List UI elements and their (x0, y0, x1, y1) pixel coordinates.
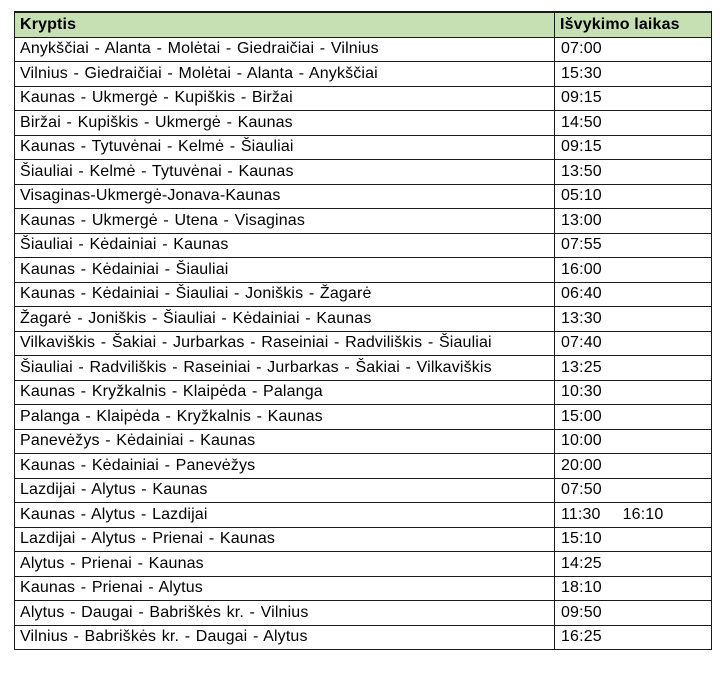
departure-time-cell (555, 380, 712, 405)
route-cell: Lazdijai - Alytus - Prienai - Kaunas (15, 527, 555, 552)
route-cell: Kaunas - Ukmergė - Kupiškis - Biržai (15, 86, 555, 111)
table-row (15, 454, 712, 479)
departure-time-cell (555, 258, 712, 283)
departure-time: 13:25 (561, 358, 602, 376)
departure-time: 10:30 (561, 383, 602, 401)
departure-time-column-header: Išvykimo laikas (555, 12, 712, 37)
schedule-rows (15, 37, 712, 650)
route-cell: Alytus - Prienai - Kaunas (15, 552, 555, 577)
route-cell: Kaunas - Tytuvėnai - Kelmė - Šiauliai (15, 135, 555, 160)
route-cell: Šiauliai - Kėdainiai - Kaunas (15, 233, 555, 258)
table-row (15, 37, 712, 62)
route-cell: Kaunas - Prienai - Alytus (15, 576, 555, 601)
departure-time: 07:50 (561, 481, 602, 499)
departure-time-cell (555, 282, 712, 307)
departure-time: 09:15 (561, 138, 602, 156)
route-cell: Visaginas-Ukmergė-Jonava-Kaunas (15, 184, 555, 209)
departure-time-cell (555, 429, 712, 454)
departure-time: 13:30 (561, 309, 602, 327)
table-row (15, 552, 712, 577)
departure-time: 07:55 (561, 236, 602, 254)
departure-time-cell (555, 86, 712, 111)
schedule-sheet (14, 11, 712, 650)
table-row (15, 160, 712, 185)
table-row (15, 258, 712, 283)
table-row (15, 625, 712, 650)
route-cell: Šiauliai - Kelmė - Tytuvėnai - Kaunas (15, 160, 555, 185)
route-cell: Žagarė - Joniškis - Šiauliai - Kėdainiai - Kaunas (15, 307, 555, 332)
route-cell: Kaunas - Kėdainiai - Šiauliai (15, 258, 555, 283)
route-cell: Palanga - Klaipėda - Kryžkalnis - Kaunas (15, 405, 555, 430)
route-cell: Šiauliai - Radviliškis - Raseiniai - Jurbarkas - Šakiai - Vilkaviškis (15, 356, 555, 381)
departure-time: 20:00 (561, 456, 602, 474)
table-row (15, 527, 712, 552)
departure-time-cell (555, 233, 712, 258)
table-row (15, 331, 712, 356)
table-row (15, 356, 712, 381)
departure-time-cell (555, 503, 712, 528)
departure-time: 05:10 (561, 187, 602, 205)
departure-time: 15:30 (561, 64, 602, 82)
route-cell: Vilnius - Babriškės kr. - Daugai - Alytus (15, 625, 555, 650)
departure-time: 16:25 (561, 628, 602, 646)
table-row (15, 503, 712, 528)
bus-schedule-table (14, 11, 712, 650)
departure-time: 13:00 (561, 211, 602, 229)
departure-time-cell (555, 111, 712, 136)
route-cell: Kaunas - Kėdainiai - Panevėžys (15, 454, 555, 479)
departure-time-cell (555, 405, 712, 430)
departure-time: 07:00 (561, 40, 602, 58)
departure-time-cell (555, 160, 712, 185)
route-column-header: Kryptis (15, 12, 555, 37)
route-cell: Panevėžys - Kėdainiai - Kaunas (15, 429, 555, 454)
table-row (15, 307, 712, 332)
departure-time-cell (555, 37, 712, 62)
departure-time: 11:30 (561, 505, 601, 523)
table-row (15, 135, 712, 160)
table-row (15, 405, 712, 430)
table-row (15, 209, 712, 234)
departure-time-cell (555, 601, 712, 626)
departure-time: 10:00 (561, 432, 602, 450)
departure-time: 09:15 (561, 89, 602, 107)
departure-time-cell (555, 527, 712, 552)
departure-time-cell (555, 356, 712, 381)
departure-time-cell (555, 331, 712, 356)
departure-time-cell (555, 576, 712, 601)
departure-time-cell (555, 552, 712, 577)
route-cell: Kaunas - Kėdainiai - Šiauliai - Joniškis - Žagarė (15, 282, 555, 307)
route-cell: Kaunas - Ukmergė - Utena - Visaginas (15, 209, 555, 234)
table-row (15, 111, 712, 136)
departure-time: 15:00 (561, 407, 602, 425)
departure-time: 13:50 (561, 162, 602, 180)
departure-time-cell (555, 62, 712, 87)
route-cell: Vilkaviškis - Šakiai - Jurbarkas - Raseiniai - Radviliškis - Šiauliai (15, 331, 555, 356)
header-row (15, 12, 712, 37)
table-row (15, 86, 712, 111)
departure-time-cell (555, 307, 712, 332)
departure-time-cell (555, 184, 712, 209)
table-row (15, 576, 712, 601)
route-cell: Vilnius - Giedraičiai - Molėtai - Alanta - Anykščiai (15, 62, 555, 87)
departure-time-cell (555, 454, 712, 479)
table-row (15, 478, 712, 503)
departure-time-cell (555, 209, 712, 234)
table-row (15, 380, 712, 405)
route-cell: Kaunas - Alytus - Lazdijai (15, 503, 555, 528)
table-row (15, 601, 712, 626)
table-row (15, 184, 712, 209)
departure-time: 15:10 (561, 530, 602, 548)
additional-departure-time: 16:10 (622, 505, 664, 523)
route-cell: Lazdijai - Alytus - Kaunas (15, 478, 555, 503)
departure-time: 09:50 (561, 603, 602, 621)
table-row (15, 62, 712, 87)
departure-time: 14:50 (561, 113, 602, 131)
route-cell: Anykščiai - Alanta - Molėtai - Giedraičiai - Vilnius (15, 37, 555, 62)
table-row (15, 282, 712, 307)
departure-time-cell (555, 135, 712, 160)
route-cell: Kaunas - Kryžkalnis - Klaipėda - Palanga (15, 380, 555, 405)
departure-time: 14:25 (561, 554, 602, 572)
departure-time-cell (555, 478, 712, 503)
departure-time: 16:00 (561, 260, 602, 278)
departure-time-cell (555, 625, 712, 650)
departure-time: 07:40 (561, 334, 602, 352)
route-cell: Biržai - Kupiškis - Ukmergė - Kaunas (15, 111, 555, 136)
departure-time: 18:10 (561, 579, 602, 597)
table-row (15, 233, 712, 258)
departure-time: 06:40 (561, 285, 602, 303)
route-cell: Alytus - Daugai - Babriškės kr. - Vilnius (15, 601, 555, 626)
table-row (15, 429, 712, 454)
